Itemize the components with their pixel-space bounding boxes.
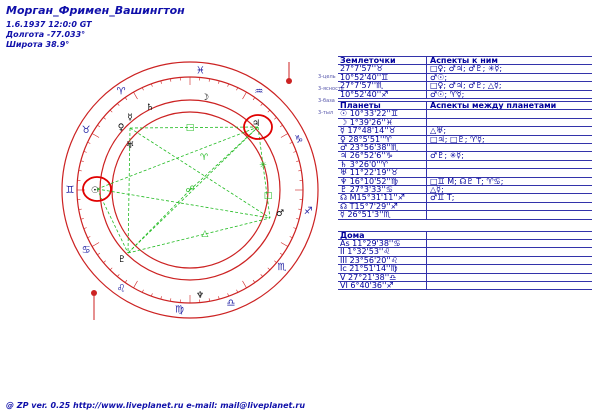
planet-aspects: △♅; bbox=[430, 126, 447, 136]
tick bbox=[134, 281, 138, 288]
latitude: Широта 38.9° bbox=[6, 40, 70, 49]
points-header: Землеточки bbox=[340, 56, 396, 65]
house-position: As 11°29'38''♋ bbox=[340, 239, 401, 248]
planet-mercury-icon: ☿ bbox=[127, 113, 133, 123]
tick bbox=[125, 280, 127, 282]
tick bbox=[253, 280, 255, 282]
planet-aspects: △☿; bbox=[430, 185, 444, 194]
tick bbox=[88, 142, 91, 143]
aspect-line bbox=[258, 127, 270, 218]
tick bbox=[92, 134, 99, 138]
footer: @ ZP ver. 0.25 http://www.liveplanet.ru e-mail: mail@liveplanet.ru bbox=[6, 401, 306, 410]
tick bbox=[117, 103, 119, 105]
planet-position: ♀ 28°5'51''♈ bbox=[340, 134, 392, 144]
planet-position: ♅ 11°22'19''♉ bbox=[340, 168, 399, 178]
tick bbox=[236, 290, 237, 293]
row-separator bbox=[338, 231, 592, 232]
planet-position: ☿ 17°48'14''♉ bbox=[340, 126, 396, 136]
aspect-symbol: △ bbox=[201, 229, 209, 239]
zodiac-taurus-icon: ♉ bbox=[81, 125, 91, 136]
tick bbox=[117, 274, 119, 276]
zodiac-virgo-icon: ♍ bbox=[175, 304, 185, 316]
column-separator bbox=[426, 56, 427, 98]
zodiac-libra-icon: ♎ bbox=[226, 297, 236, 309]
planet-neptune-icon: ♆ bbox=[195, 291, 205, 301]
house-label-3: 3-база bbox=[318, 98, 335, 104]
aspect-line bbox=[128, 218, 270, 253]
aspect-symbol: ✳ bbox=[259, 161, 267, 171]
birth-date: 1.6.1937 12:0:0 GT bbox=[6, 20, 92, 29]
aspects-panel bbox=[338, 56, 594, 400]
tick bbox=[243, 92, 247, 99]
planet-position: ☊ T15°7'29''♐ bbox=[340, 201, 398, 211]
column-separator bbox=[426, 231, 427, 290]
longitude: Долгота -77.033° bbox=[6, 30, 86, 39]
aspect-line bbox=[97, 189, 270, 218]
zodiac-scorpio-icon: ♏ bbox=[277, 262, 287, 274]
tick bbox=[92, 243, 99, 247]
planet-aspects: □♃; □♇; ♈☿; bbox=[430, 134, 485, 144]
house-position: Ic 21°51'14''♍ bbox=[340, 264, 398, 274]
row-separator bbox=[338, 219, 592, 220]
tick bbox=[243, 281, 247, 288]
tick bbox=[280, 125, 282, 127]
planet-position: ☉ 10°33'22''♊ bbox=[340, 109, 399, 119]
planet-position: ☊ M15°31'11''♐ bbox=[340, 193, 405, 203]
planet-saturn-icon: ♄ bbox=[145, 103, 155, 113]
zodiac-aries-icon: ♈ bbox=[116, 86, 126, 98]
house-position: VI 6°40'36''♐ bbox=[340, 281, 394, 290]
tick bbox=[253, 97, 255, 99]
tick bbox=[274, 117, 276, 119]
zodiac-pisces-icon: ♓ bbox=[195, 65, 205, 77]
planet-position: ♄ 3°26'0''♈ bbox=[340, 159, 388, 169]
aspect-symbol: ♈ bbox=[199, 153, 209, 163]
planet-sun-icon: ☉ bbox=[90, 186, 100, 196]
tick bbox=[134, 92, 138, 99]
planet-position: ♆ 16°10'52''♍ bbox=[340, 176, 399, 186]
zodiac-leo-icon: ♌ bbox=[116, 283, 126, 295]
zodiac-cancer-icon: ♋ bbox=[81, 245, 91, 256]
column-separator bbox=[426, 101, 427, 219]
axis-marker-left bbox=[91, 290, 97, 296]
planet-uranus-icon: ♅ bbox=[125, 141, 135, 151]
tick bbox=[274, 261, 276, 263]
tick bbox=[103, 261, 105, 263]
row-separator bbox=[338, 98, 592, 99]
zodiac-gemini-icon: ♊ bbox=[65, 185, 75, 196]
aspect-symbol: ☍ bbox=[185, 185, 195, 195]
planet-aspects-header: Аспекты между планетами bbox=[430, 101, 557, 110]
tick bbox=[142, 88, 143, 91]
house-label-4: 3-тыл bbox=[318, 110, 334, 116]
planet-jupiter-icon: ♃ bbox=[251, 119, 261, 129]
house-position: V 27°21'38''♎ bbox=[340, 272, 397, 282]
planet-pluto-icon: ♇ bbox=[117, 255, 127, 265]
aspect-line bbox=[97, 127, 258, 189]
axis-marker-top bbox=[286, 78, 292, 84]
planet-aspects: □♊ M; ☊♇ T; ♈♋; bbox=[430, 176, 504, 186]
point-position: 27°7'57''♏ bbox=[340, 81, 384, 91]
zodiac-sagittarius-icon: ♐ bbox=[303, 205, 313, 217]
chart-title: Морган_Фримен_Вашингтон bbox=[6, 4, 185, 17]
tick bbox=[290, 236, 293, 237]
houses-header: Дома bbox=[340, 230, 365, 240]
planet-mars-icon: ♂ bbox=[275, 209, 285, 219]
planet-aspects: ♂♊ T; bbox=[430, 193, 455, 203]
tick bbox=[110, 268, 112, 270]
planet-moon-icon: ☽ bbox=[200, 93, 210, 103]
zodiac-capricorn-icon: ♑ bbox=[294, 134, 304, 146]
point-aspects: □♀; ♂♃; ♂♇; △☿; bbox=[430, 81, 502, 91]
zodiac-aquarius-icon: ♒ bbox=[254, 86, 264, 98]
house-position: III 23°56'20''♌ bbox=[340, 255, 398, 265]
point-aspects: □♀; ♂♃; ♂♇; ✳☿; bbox=[430, 64, 503, 74]
point-position: 27°7'57''♉ bbox=[340, 64, 384, 74]
tick bbox=[290, 142, 293, 143]
planet-position: ♂ 23°56'38''♏ bbox=[340, 143, 399, 152]
tick bbox=[261, 103, 263, 105]
tick bbox=[281, 134, 288, 138]
tick bbox=[236, 88, 237, 91]
row-separator bbox=[338, 289, 592, 290]
planet-position: ♃ 26°52'6''♑ bbox=[340, 151, 393, 161]
tick bbox=[125, 97, 127, 99]
tick bbox=[97, 253, 99, 255]
planet-aspects: ♂♇; ✳☿; bbox=[430, 151, 464, 161]
planet-position: ♇ 27°3'33''♋ bbox=[340, 185, 393, 194]
planet-position: ☽ 1°39'26''♓ bbox=[340, 117, 393, 127]
aspect-symbol: □ bbox=[263, 191, 273, 201]
planet-position: ☿ 26°51'3''♏ bbox=[340, 210, 391, 220]
tick bbox=[97, 125, 99, 127]
tick bbox=[281, 243, 288, 247]
aspect-line bbox=[130, 128, 270, 218]
house-label-2: 3-ясность bbox=[318, 86, 344, 92]
points-aspects-header: Аспекты к ним bbox=[430, 56, 498, 65]
point-aspects: ♂☉; bbox=[430, 72, 448, 82]
tick bbox=[110, 110, 112, 112]
tick bbox=[103, 117, 105, 119]
aspect-lines bbox=[97, 123, 272, 253]
aspect-symbol: □ bbox=[185, 123, 195, 133]
tick bbox=[280, 253, 282, 255]
point-position: 10°52'40''♐ bbox=[340, 89, 389, 99]
point-aspects: ♂☉; ♈☿; bbox=[430, 89, 465, 99]
planets-header: Планеты bbox=[340, 101, 381, 110]
tick bbox=[268, 110, 270, 112]
tick bbox=[261, 274, 263, 276]
planet-venus-icon: ♀ bbox=[117, 123, 125, 133]
point-position: 10°52'40''♊ bbox=[340, 72, 389, 82]
house-position: II 1°32'53''♌ bbox=[340, 247, 391, 257]
house-label-1: 3-цель bbox=[318, 74, 336, 80]
tick bbox=[88, 236, 91, 237]
tick bbox=[142, 290, 143, 293]
tick bbox=[268, 268, 270, 270]
